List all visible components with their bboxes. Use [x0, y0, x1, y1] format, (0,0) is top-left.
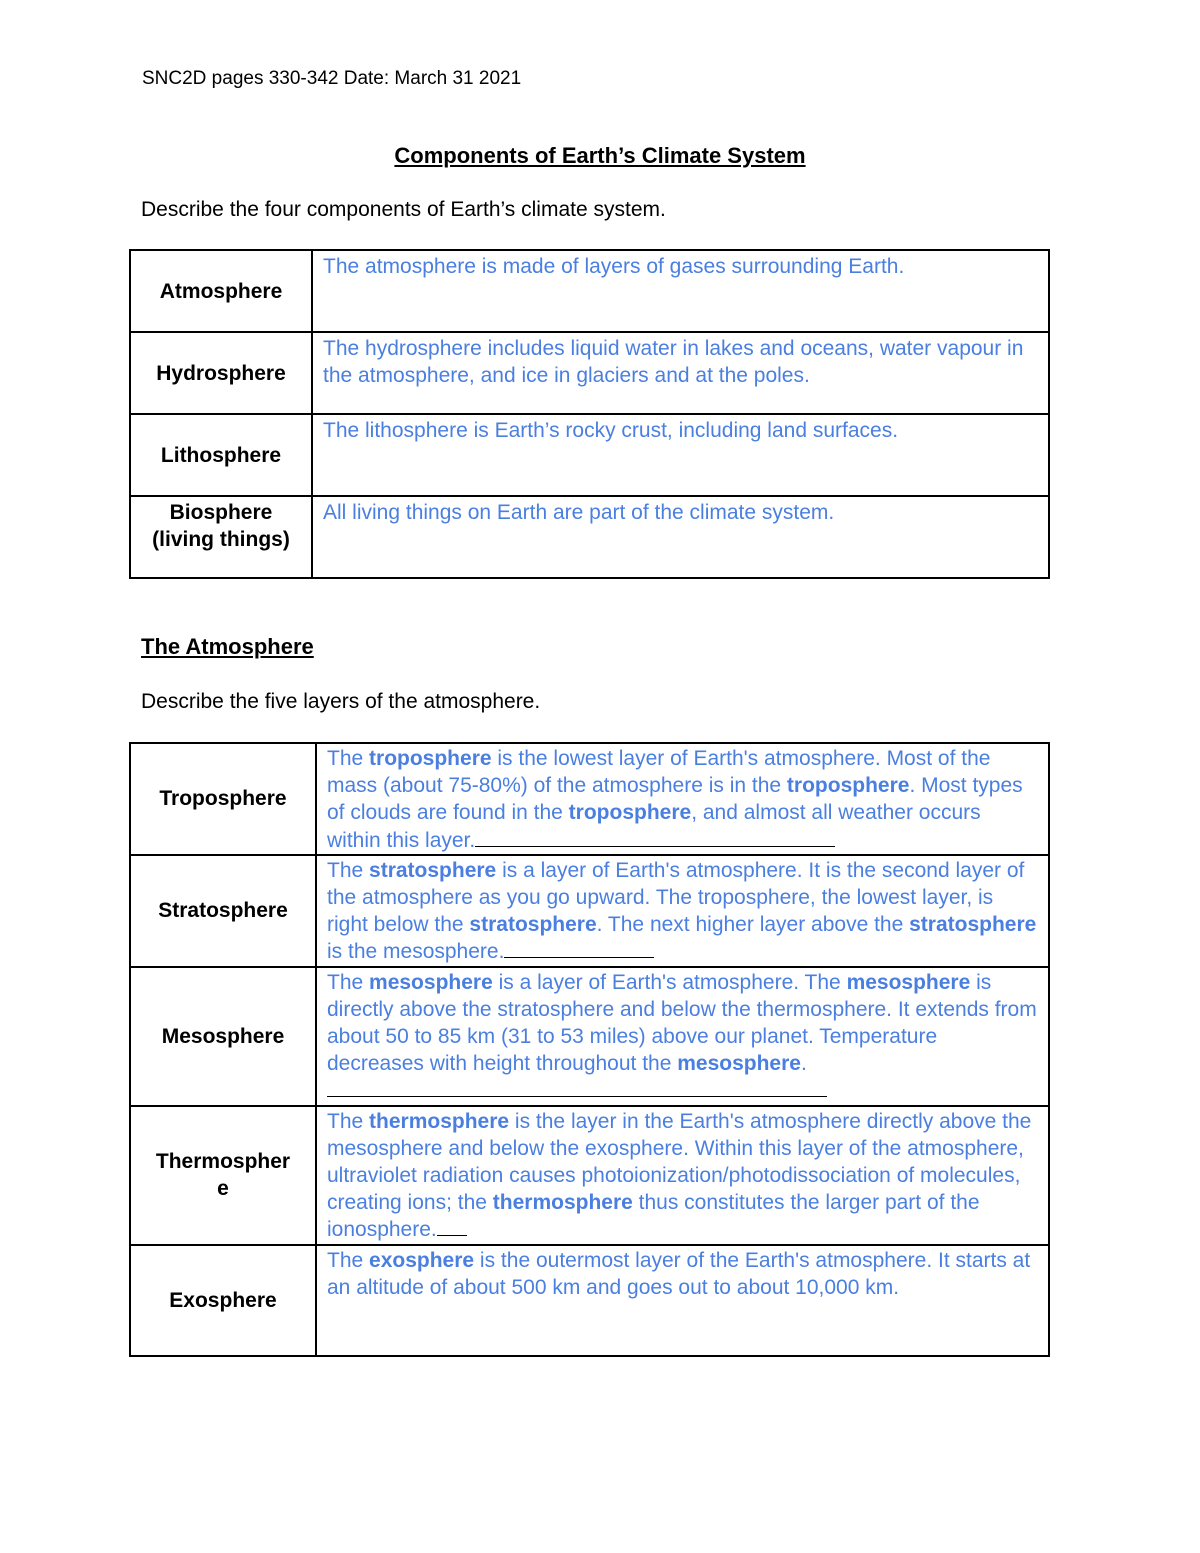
answer-text: is the mesosphere. [327, 940, 505, 964]
page-title: Components of Earth’s Climate System [394, 143, 806, 168]
keyword: mesosphere [369, 970, 493, 994]
blank-line [327, 1078, 827, 1097]
table-row [130, 250, 1049, 332]
table-row [130, 743, 1049, 855]
table-row [130, 967, 1049, 1106]
section-heading: The Atmosphere [141, 634, 314, 659]
answer-cell [316, 967, 1049, 1106]
blank-line [437, 1217, 467, 1236]
answer-cell: All living things on Earth are part of the climate system. [312, 496, 1049, 578]
components-table [129, 249, 1050, 579]
answer-text: . The next higher layer above the [596, 913, 910, 937]
keyword: troposphere [568, 801, 692, 825]
term-cell: Lithosphere [130, 414, 312, 496]
answer-text: is a layer of Earth's atmosphere. The [492, 970, 847, 994]
term-line: (living things) [152, 528, 290, 551]
answer-text: is directly above the stratosphere and below the thermosphere. It extends from about 50 to 85 km (31 to 53 miles) above our planet. Temperature decreases with height throughout the [327, 970, 1037, 1076]
document-header: SNC2D pages 330-342 Date: March 31 2021 [142, 68, 522, 89]
answer-text: The [327, 1248, 370, 1272]
keyword: stratosphere [469, 913, 597, 937]
atmosphere-layers-table [129, 742, 1050, 1357]
keyword: stratosphere [909, 913, 1037, 937]
term-cell: Exosphere [130, 1245, 316, 1356]
components-prompt: Describe the four components of Earth’s climate system. [141, 198, 666, 221]
table-row [130, 1106, 1049, 1245]
keyword: troposphere [369, 747, 492, 770]
answer-text: is the outermost layer of the Earth's atmosphere. It starts at an altitude of about 500 km and goes out to about 10,000 km. [327, 1248, 1031, 1299]
table-row [130, 496, 1049, 578]
blank-line [504, 939, 654, 958]
term-line: e [217, 1177, 229, 1201]
answer-cell [316, 743, 1049, 855]
answer-text: is the layer in the Earth's atmosphere directly above the mesosphere and below the exosphere. Within this layer of the atmosphere, ultraviolet radiation causes photoionization/photodissociation of molecules, creating ions; the [327, 1109, 1032, 1215]
term-cell [130, 1106, 316, 1245]
atmosphere-prompt: Describe the five layers of the atmosphere. [141, 690, 541, 713]
term-cell: Hydrosphere [130, 332, 312, 414]
table-row [130, 1245, 1049, 1356]
answer-cell: The lithosphere is Earth’s rocky crust, including land surfaces. [312, 414, 1049, 496]
answer-cell [316, 1245, 1049, 1356]
answer-cell: The atmosphere is made of layers of gases surrounding Earth. [312, 250, 1049, 332]
keyword: thermosphere [492, 1191, 633, 1215]
answer-text: The [327, 747, 370, 770]
answer-cell [316, 855, 1049, 967]
answer-text: The [327, 970, 370, 994]
term-cell [130, 496, 312, 578]
keyword: mesosphere [677, 1052, 801, 1076]
table-row [130, 855, 1049, 967]
term-cell: Stratosphere [130, 855, 316, 967]
term-cell: Atmosphere [130, 250, 312, 332]
answer-text: . Most types of clouds are found in the [327, 774, 1023, 825]
term-line: Biosphere [169, 501, 273, 524]
keyword: troposphere [786, 774, 910, 798]
term-line: Thermospher [155, 1150, 291, 1174]
answer-text: thus constitutes the larger part of the ionosphere. [327, 1191, 980, 1242]
answer-cell: The hydrosphere includes liquid water in lakes and oceans, water vapour in the atmosphere, and ice in glaciers and at the poles. [312, 332, 1049, 414]
table-row [130, 332, 1049, 414]
term-cell: Mesosphere [130, 967, 316, 1106]
answer-text: The [327, 858, 370, 882]
term-cell: Troposphere [130, 743, 316, 855]
keyword: mesosphere [846, 970, 971, 994]
answer-text: . [800, 1052, 807, 1076]
answer-text: is the lowest layer of Earth's atmosphere. Most of the mass (about 75-80%) of the atmosphere is in the [327, 747, 991, 798]
answer-text: The [327, 1109, 370, 1133]
keyword: thermosphere [369, 1109, 510, 1133]
keyword: exosphere [369, 1248, 475, 1272]
keyword: stratosphere [369, 858, 497, 882]
answer-cell [316, 1106, 1049, 1245]
table-row [130, 414, 1049, 496]
answer-text: is a layer of Earth's atmosphere. It is the second layer of the atmosphere as you go upward. The troposphere, the lowest layer, is right below the [327, 858, 1025, 937]
answer-text: , and almost all weather occurs within this layer. [327, 801, 981, 852]
blank-line [475, 828, 835, 847]
